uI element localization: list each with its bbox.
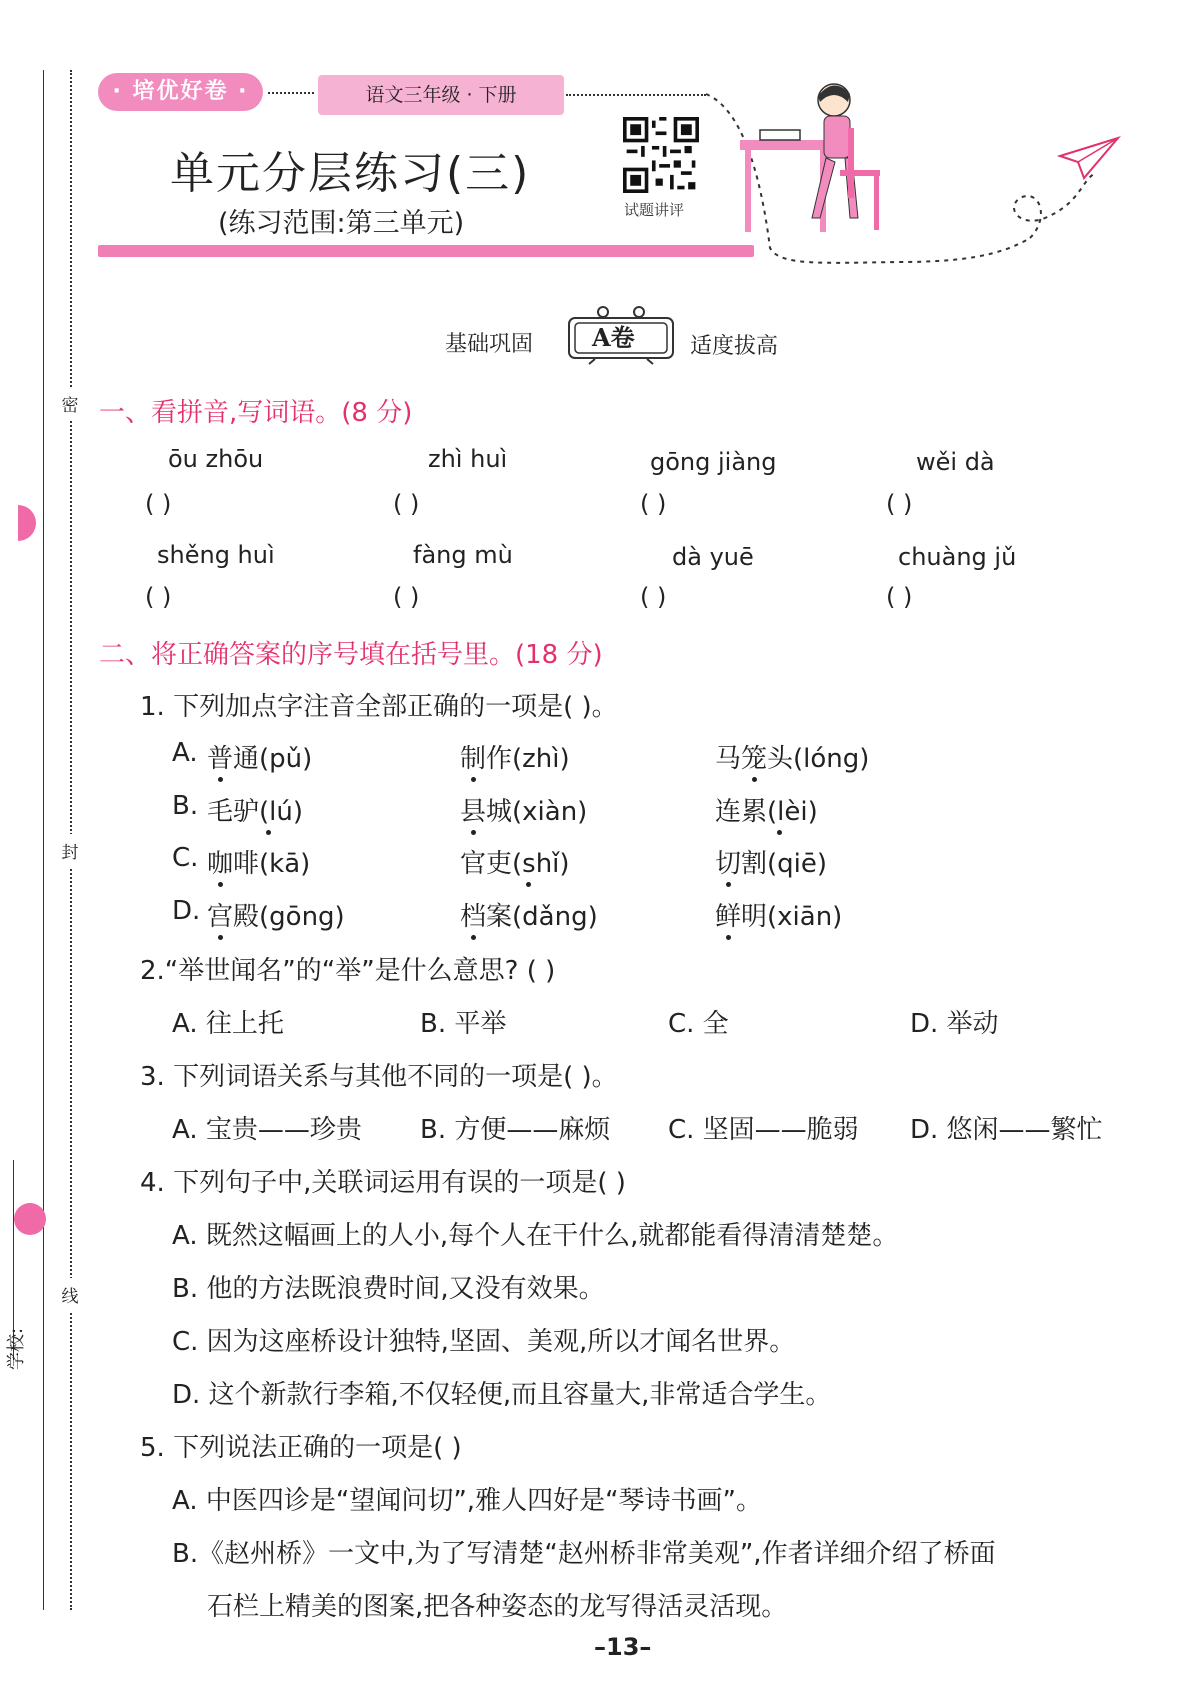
option-item-continued: 石栏上精美的图案,把各种姿态的龙写得活灵活现。	[207, 1592, 788, 1622]
answer-blank[interactable]: ( )	[640, 583, 667, 611]
page-title: 单元分层练习(三)	[170, 148, 531, 199]
pinyin-item: ōu zhōu	[168, 445, 264, 473]
section-1-heading: 一、看拼音,写词语。(8 分)	[99, 398, 413, 428]
header-dots	[268, 92, 314, 94]
option-item: D. 悠闲——繁忙	[910, 1115, 1103, 1145]
seal-label-feng: 封	[58, 834, 82, 867]
pinyin-item: chuàng jǔ	[898, 543, 1017, 571]
option-label: D.	[172, 896, 201, 926]
page-subtitle: (练习范围:第三单元)	[218, 208, 465, 239]
pinyin-item: fàng mù	[413, 541, 513, 569]
pinyin-item: gōng jiàng	[650, 448, 777, 476]
option-label: C.	[172, 843, 199, 873]
option-label: B.	[172, 791, 199, 821]
option-item: C. 因为这座桥设计独特,坚固、美观,所以才闻名世界。	[172, 1327, 796, 1357]
option-item: A. 往上托	[172, 1009, 284, 1039]
seal-label-xian: 线	[58, 1278, 82, 1311]
seal-label-mi: 密	[58, 387, 82, 420]
option-item: B.《赵州桥》一文中,为了写清楚“赵州桥非常美观”,作者详细介绍了桥面	[172, 1539, 996, 1569]
pinyin-item: zhì huì	[428, 445, 508, 473]
qr-caption: 试题讲评	[624, 201, 685, 219]
pinyin-item: dà yuē	[672, 543, 754, 571]
option-word: 普通(pǔ)	[207, 744, 313, 774]
answer-blank[interactable]: ( )	[886, 490, 913, 518]
title-underline-bar	[98, 245, 754, 257]
answer-blank[interactable]: ( )	[640, 490, 667, 518]
decorative-dot	[14, 1203, 46, 1235]
option-word: 县城(xiàn)	[460, 797, 588, 827]
option-item: D. 举动	[910, 1009, 999, 1039]
school-field-label: 学校:	[6, 1327, 27, 1370]
option-item: D. 这个新款行李箱,不仅轻便,而且容量大,非常适合学生。	[172, 1380, 832, 1410]
option-word: 咖啡(kā)	[207, 849, 311, 879]
answer-blank[interactable]: ( )	[393, 490, 420, 518]
level-label-basic: 基础巩固	[445, 332, 534, 357]
option-item: A. 中医四诊是“望闻问切”,雅人四好是“琴诗书画”。	[172, 1486, 763, 1516]
option-word: 鲜明(xiān)	[715, 902, 843, 932]
option-word: 制作(zhì)	[460, 744, 570, 774]
brand-badge: · 培优好卷 ·	[98, 73, 263, 111]
option-item: C. 全	[668, 1009, 729, 1039]
option-word: 马笼头(lóng)	[715, 744, 870, 774]
student-reading-illustration	[700, 78, 1140, 268]
pinyin-item: wěi dà	[916, 448, 995, 476]
answer-blank[interactable]: ( )	[886, 583, 913, 611]
question-1-stem: 1. 下列加点字注音全部正确的一项是( )。	[140, 692, 618, 722]
option-item: C. 坚固——脆弱	[668, 1115, 859, 1145]
option-word: 档案(dǎng)	[460, 902, 598, 932]
level-label-advanced: 适度拔高	[690, 334, 779, 359]
option-item: A. 宝贵——珍贵	[172, 1115, 362, 1145]
answer-blank[interactable]: ( )	[145, 490, 172, 518]
level-badge-label: A卷	[592, 323, 635, 352]
binding-line	[43, 70, 44, 1610]
option-item: B. 平举	[420, 1009, 507, 1039]
question-4-stem: 4. 下列句子中,关联词运用有误的一项是( )	[140, 1168, 626, 1198]
option-word: 官吏(shǐ)	[460, 849, 570, 879]
qr-code-icon[interactable]	[623, 117, 699, 193]
pinyin-item: shěng huì	[157, 541, 275, 569]
option-word: 切割(qiē)	[715, 849, 828, 879]
question-3-stem: 3. 下列词语关系与其他不同的一项是( )。	[140, 1062, 618, 1092]
question-5-stem: 5. 下列说法正确的一项是( )	[140, 1433, 462, 1463]
section-2-heading: 二、将正确答案的序号填在括号里。(18 分)	[99, 640, 603, 670]
option-item: A. 既然这幅画上的人小,每个人在干什么,就都能看得清清楚楚。	[172, 1221, 899, 1251]
option-item: B. 方便——麻烦	[420, 1115, 611, 1145]
option-word: 宫殿(gōng)	[207, 902, 345, 932]
option-item: B. 他的方法既浪费时间,又没有效果。	[172, 1274, 605, 1304]
option-word: 毛驴(lú)	[207, 797, 304, 827]
page-number: –13–	[594, 1633, 652, 1661]
question-2-stem: 2.“举世闻名”的“举”是什么意思? ( )	[140, 956, 556, 986]
option-label: A.	[172, 738, 198, 768]
decorative-tab	[18, 505, 36, 541]
option-word: 连累(lèi)	[715, 797, 818, 827]
header-dots	[566, 94, 706, 96]
answer-blank[interactable]: ( )	[145, 583, 172, 611]
grade-tab: 语文三年级 · 下册	[318, 75, 564, 115]
answer-blank[interactable]: ( )	[393, 583, 420, 611]
